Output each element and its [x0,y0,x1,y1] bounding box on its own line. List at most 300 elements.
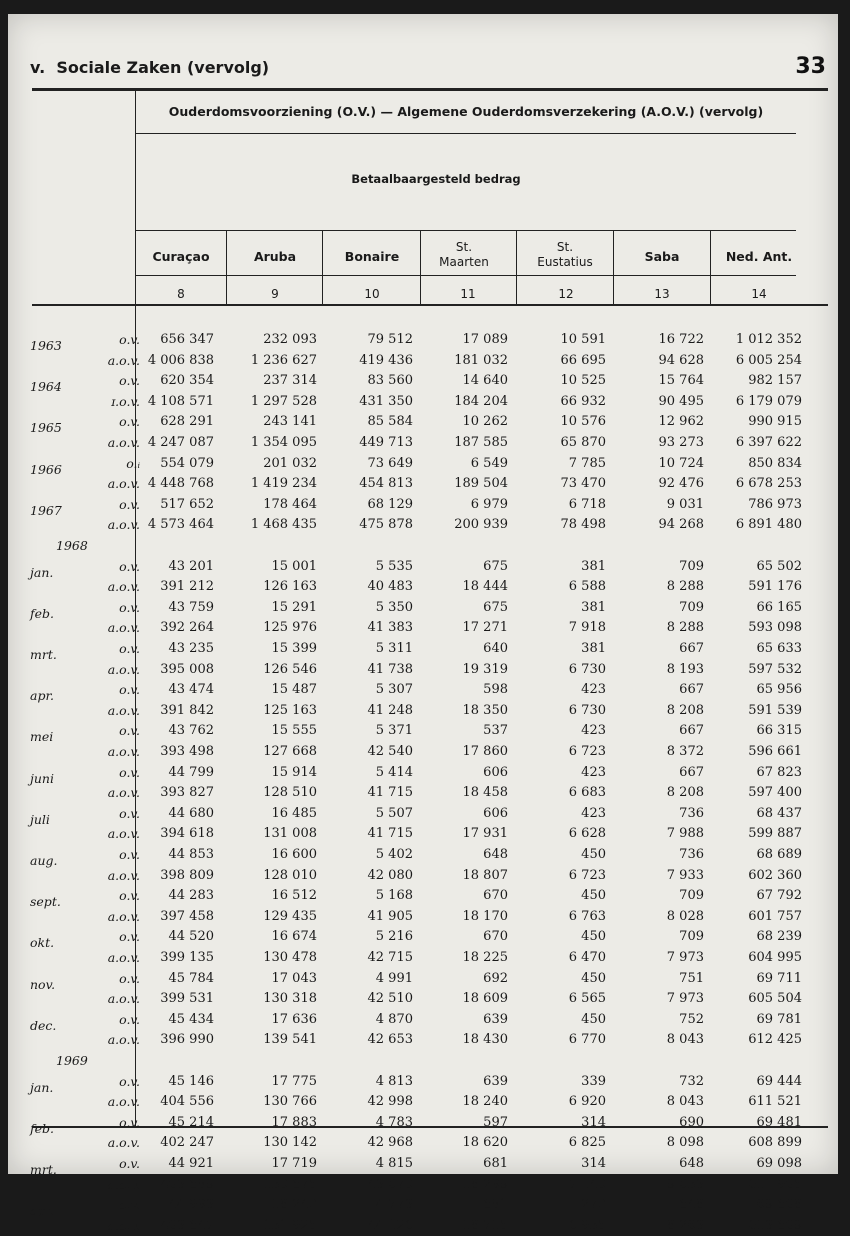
table-row [8,721,838,745]
col-header-saba: Saba [644,249,680,264]
table-row [8,969,838,992]
table-cell: 593 098 [748,620,802,636]
page-number: 33 [795,54,826,79]
table-cell: 601 757 [748,908,802,924]
table-cell: 44 520 [168,929,214,945]
period-label: juli [30,811,50,827]
table-cell: 606 [483,805,508,821]
table-cell: 667 [679,641,704,656]
table-cell: 596 661 [748,744,802,759]
table-cell: 69 711 [756,970,802,986]
scheme-label: a.o.v. [107,1176,140,1192]
table-row [8,783,838,803]
period-label: 1967 [30,502,62,518]
table-cell: 8 193 [666,661,704,677]
table-cell: 667 [679,723,704,739]
table-cell: 381 [581,599,606,615]
table-row [8,1030,838,1050]
table-cell: 648 [679,1156,704,1171]
scheme-label: o.v. [119,373,140,389]
table-cell: 5 414 [375,764,413,780]
col-divider-4 [516,231,517,305]
table-cell: 6 763 [568,908,606,924]
table-cell: 41 383 [367,620,413,636]
scheme-label: o.v. [119,970,140,986]
table-cell: 606 [483,764,508,780]
table-cell: 18 350 [462,702,508,718]
scheme-label: a.o.v. [107,744,140,759]
table-cell: 8 208 [666,785,704,801]
table-cell: 125 163 [263,702,317,718]
table-cell: 7 933 [666,867,704,883]
table-cell: 6 718 [568,496,606,512]
table-cell: 8 208 [666,702,704,718]
table-cell: 18 240 [462,1094,508,1110]
period-label: apr. [30,688,55,704]
table-cell: 6 397 622 [735,435,802,450]
period-label: dec. [30,1017,57,1033]
table-row [8,557,838,580]
table-cell: 43 762 [168,723,214,739]
col-divider-2 [322,231,323,305]
table-cell: 692 [483,970,508,986]
table-cell: 15 399 [271,641,317,656]
table-cell: 8 043 [666,1094,704,1110]
table-cell: 7 785 [568,455,606,471]
table-cell: 189 504 [454,476,508,492]
table-cell: 709 [679,888,704,904]
scheme-label: o.v. [119,1073,140,1089]
table-cell: 41 248 [367,702,413,718]
table-row [8,1113,838,1136]
col-header-ned-ant: Ned. Ant. [725,249,793,264]
table-cell: 41 715 [367,826,413,842]
table-cell: 16 485 [271,805,317,821]
table-cell: 42 715 [367,950,413,965]
table-cell: 83 560 [367,373,413,389]
table-cell: 19 319 [462,661,508,677]
table-cell: 394 618 [160,826,214,842]
table-cell: 675 [483,558,508,574]
table-cell: 675 [483,599,508,615]
table-cell: 15 914 [271,764,317,780]
table-cell: 628 291 [160,414,214,430]
table-cell: 17 883 [271,1114,317,1130]
table-cell: 45 434 [168,1011,214,1027]
table-cell: 130 142 [263,1135,317,1151]
banner-rule [136,133,796,134]
table-cell: 41 738 [367,661,413,677]
table-cell: 18 242 [271,1197,317,1213]
table-cell: 4 991 [375,970,413,986]
scheme-label: a.o.v. [107,1217,140,1233]
table-cell: 4 247 087 [147,435,214,450]
page-header [30,54,830,84]
table-cell: 17 043 [271,970,317,986]
table-cell: 6 005 254 [735,352,802,368]
table-cell: 6 979 [470,496,508,512]
table-cell: 17 089 [462,332,508,347]
table-cell: 45 784 [168,970,214,986]
table-row [8,742,838,762]
table-cell: 42 080 [367,867,413,883]
table-cell: 69 098 [756,1156,802,1171]
period-label: aug. [30,853,58,868]
col-number-12: 12 [558,287,574,301]
table-cell: 667 [679,764,704,780]
table-cell: 404 556 [160,1094,214,1110]
table-cell: 129 435 [263,908,317,924]
table-cell: 17 271 [462,620,508,636]
table-cell: 18 299 [462,1176,508,1192]
table-cell: 66 695 [560,352,606,368]
table-cell: 94 268 [658,517,704,533]
table-cell: 94 628 [658,352,704,368]
scheme-label: o.v. [119,332,140,347]
table-cell: 613 609 [748,1217,802,1233]
table-cell: 6 770 [568,1032,606,1048]
table-cell: 1 012 352 [735,332,802,347]
table-cell: 6 730 [568,661,606,677]
table-cell: 620 354 [160,373,214,389]
col-number-14: 14 [751,287,767,301]
scheme-label: a.o.v. [107,826,140,842]
table-cell: 537 [483,723,508,739]
table-cell: 5 307 [375,682,413,698]
table-cell: 200 939 [454,517,508,533]
table-cell: 6 470 [568,950,606,965]
table-cell: 419 436 [359,352,413,368]
table-row [8,804,838,827]
table-cell: 6 891 480 [735,517,802,533]
table-cell: 7 973 [666,950,704,965]
period-label: 1963 [30,338,62,353]
scheme-label: a.o.v. [107,352,140,368]
period-label: mrt. [30,647,57,662]
table-cell: 395 008 [160,661,214,677]
table-cell: 604 995 [748,950,802,965]
table-cell: 450 [581,929,606,945]
period-label: apr. [30,1203,55,1219]
scheme-label: a.o.v. [107,517,140,533]
table-cell: 44 283 [168,888,214,904]
table-cell: 18 715 [462,1217,508,1233]
table-cell: 130 675 [263,1176,317,1192]
table-cell: 125 976 [263,620,317,636]
table-row [8,845,838,868]
table-row [8,886,838,910]
table-cell: 68 437 [756,805,802,821]
table-row [8,763,838,786]
scheme-label: o.v. [119,764,140,780]
table-cell: 16 512 [271,888,317,904]
period-label: 1966 [30,461,62,477]
table-cell: 423 [581,764,606,780]
col-header-curacao: Curaçao [152,249,210,264]
table-cell: 670 [483,929,508,945]
table-cell: 6 723 [568,867,606,883]
scheme-label: a.o.v. [107,785,140,801]
scheme-label: o.ᵢ [126,455,140,471]
table-cell: 68 239 [756,929,802,945]
scheme-label: a.o.v. [107,579,140,595]
table-cell: 43 474 [168,682,214,698]
table-cell: 709 [679,558,704,574]
table-cell: 396 990 [160,1032,214,1048]
subtitle-rule [136,230,796,231]
table-cell: 9 033 [666,1176,704,1192]
table-cell: 990 915 [748,414,802,430]
table-cell: 6 723 [568,744,606,759]
table-cell: 6 565 [568,991,606,1007]
table-cell: 90 495 [658,393,704,409]
table-cell: 130 478 [263,950,317,965]
table-cell: 126 546 [263,661,317,677]
table-cell: 8 372 [666,744,704,759]
table-cell: 15 555 [271,723,317,739]
table-cell: 517 652 [160,496,214,512]
col-number-11: 11 [460,287,476,301]
table-row [8,371,838,395]
table-cell: 602 360 [748,867,802,883]
table-cell: 591 176 [748,579,802,595]
table-cell: 43 070 [367,1176,413,1192]
table-cell: 18 444 [462,579,508,595]
col-number-10: 10 [364,287,380,301]
top-rule [32,88,828,91]
table-cell: 130 766 [263,1094,317,1110]
table-cell: 403 647 [160,1217,214,1233]
table-cell: 611 905 [748,1176,802,1192]
table-row [8,639,838,662]
table-cell: 85 584 [367,414,413,430]
table-cell: 17 860 [462,744,508,759]
table-row [8,1092,838,1112]
table-cell: 5 168 [375,888,413,904]
table-cell: 611 521 [748,1094,802,1110]
table-cell: 608 899 [748,1135,802,1151]
col-header-bonaire: Bonaire [344,249,400,264]
period-label: sept. [30,894,61,910]
table-cell: 12 962 [658,414,704,430]
table-cell: 5 402 [375,847,413,862]
table-cell: 66 932 [560,393,606,409]
header-bottom-rule [32,304,828,306]
scheme-label: ɪ.o.v. [111,393,140,409]
table-cell: 709 [679,929,704,945]
table-cell: 42 510 [367,991,413,1007]
table-cell: 69 608 [756,1197,802,1213]
table-row [8,515,838,535]
table-cell: 131 925 [263,1217,317,1233]
period-label: 1964 [30,379,62,395]
table-row [8,866,838,886]
table-cell: 656 347 [160,332,214,347]
table-cell: 667 [679,682,704,698]
table-row [8,412,838,436]
table-cell: 314 [581,1114,606,1130]
table-cell: 16 600 [271,847,317,862]
scheme-label: o.v. [119,682,140,698]
table-row [8,433,838,453]
table-row [8,1216,838,1236]
page-title [30,58,269,77]
table-row [8,598,838,621]
table-cell: 431 350 [359,393,413,409]
scheme-label: a.o.v. [107,867,140,883]
table-cell: 5 371 [375,723,413,739]
table-cell: 73 470 [560,476,606,492]
table-cell: 78 498 [560,517,606,533]
period-label: jan. [30,564,54,580]
table-cell: 681 [483,1197,508,1213]
table-cell: 42 653 [367,1032,413,1048]
table-cell: 45 214 [168,1114,214,1130]
table-cell: 17 719 [271,1156,317,1171]
col-header-st-maarten: St. Maarten [439,240,489,269]
table-cell: 178 464 [263,496,317,512]
col-divider-6 [710,231,711,305]
table-cell: 4 448 768 [147,476,214,492]
table-cell: 66 165 [756,599,802,615]
table-cell: 605 504 [748,991,802,1007]
table-cell: 403 689 [160,1176,214,1192]
table-row [8,1175,838,1195]
table-cell: 6 678 253 [735,476,802,492]
table-cell: 393 827 [160,785,214,801]
table-cell: 450 [581,847,606,862]
scheme-label: a.o.v. [107,991,140,1007]
table-cell: 44 680 [168,805,214,821]
table-cell: 381 [581,558,606,574]
table-cell: 6 683 [568,785,606,801]
table-cell: 597 [483,1114,508,1130]
scheme-label: a.o.v. [107,1094,140,1110]
table-row [8,1072,838,1095]
table-cell: 6 628 [568,826,606,842]
table-cell: 43 759 [168,599,214,615]
table-row [8,948,838,968]
period-label: juni [30,770,54,786]
table-cell: 736 [679,847,704,862]
col-divider-5 [613,231,614,305]
table-cell: 126 163 [263,579,317,595]
table-cell: 597 400 [748,785,802,801]
table-cell: 423 [581,805,606,821]
title-text: Sociale Zaken (vervolg) [56,58,270,77]
table-cell: 10 591 [560,332,606,347]
table-cell: 450 [581,970,606,986]
table-cell: 15 764 [658,373,704,389]
table-cell: 201 032 [263,455,317,471]
table-cell: 4 108 571 [147,393,214,409]
table-cell: 65 502 [756,558,802,574]
table-cell: 10 525 [560,373,606,389]
table-cell: 4 870 [375,1011,413,1027]
table-cell: 8 098 [666,1135,704,1151]
scheme-label: a.o.v. [107,1032,140,1048]
scheme-label: o.v. [119,1011,140,1027]
table-row [8,392,838,412]
table-cell: 131 008 [263,826,317,842]
table-row [8,495,838,518]
table-cell: 79 512 [367,332,413,347]
table-cell: 6 920 [568,1094,606,1110]
scheme-label: o.v. [119,805,140,821]
scheme-label: a.o.v. [107,620,140,636]
table-cell: 18 458 [462,785,508,801]
table-cell: 69 781 [756,1011,802,1027]
table-cell: 6 825 [568,1135,606,1151]
table-cell: 17 931 [462,826,508,842]
table-banner: Ouderdomsvoorziening (O.V.) — Algemene Ouderdomsverzekering (A.O.V.) (vervolg) [168,104,764,119]
table-cell: 18 170 [462,908,508,924]
table-cell: 4 773 [375,1197,413,1213]
table-cell: 127 668 [263,744,317,759]
table-cell: 69 481 [756,1114,802,1130]
table-cell: 681 [483,1156,508,1171]
document-page [8,14,838,1233]
table-cell: 982 157 [748,373,802,389]
table-row [8,1010,838,1033]
table-row [8,701,838,721]
period-label: okt. [30,935,55,951]
table-cell: 14 640 [462,373,508,389]
table-cell: 42 998 [367,1094,413,1110]
table-cell: 339 [581,1073,606,1089]
table-cell: 6 179 079 [735,393,802,409]
table-cell: 690 [679,1114,704,1130]
table-row [8,577,838,597]
table-cell: 4 783 [375,1114,413,1130]
table-cell: 8 263 [666,1217,704,1233]
table-cell: 44 853 [168,847,214,862]
table-subtitle: Betaalbaargesteld bedrag [351,172,521,186]
table-cell: 423 [581,682,606,698]
table-row [8,454,838,477]
table-row [8,330,838,353]
table-cell: 4 813 [375,1073,413,1089]
table-cell: 6 549 [470,455,508,471]
table-cell: 40 483 [367,579,413,595]
year-header-row [8,1051,838,1071]
col-number-13: 13 [654,287,670,301]
table-cell: 4 006 838 [147,352,214,368]
table-row [8,907,838,927]
table-cell: 752 [679,1011,704,1027]
table-cell: 18 609 [462,991,508,1007]
table-cell: 93 273 [658,435,704,450]
scheme-label: o.v. [119,1114,140,1130]
scheme-label: o.v. [119,1197,140,1213]
table-cell: 66 315 [756,723,802,739]
table-cell: 67 823 [756,764,802,780]
table-row [8,824,838,844]
table-row [8,1133,838,1153]
scheme-label: o.v. [119,723,140,739]
table-cell: 450 [581,888,606,904]
table-cell: 18 807 [462,867,508,883]
table-cell: 10 262 [462,414,508,430]
table-cell: 639 [483,1011,508,1027]
table-cell: 18 430 [462,1032,508,1048]
table-cell: 184 204 [454,393,508,409]
year-header-row [8,536,838,556]
scheme-label: o.v. [119,888,140,904]
table-cell: 4 815 [375,1156,413,1171]
col-header-aruba: Aruba [253,249,297,264]
table-cell: 381 [581,641,606,656]
